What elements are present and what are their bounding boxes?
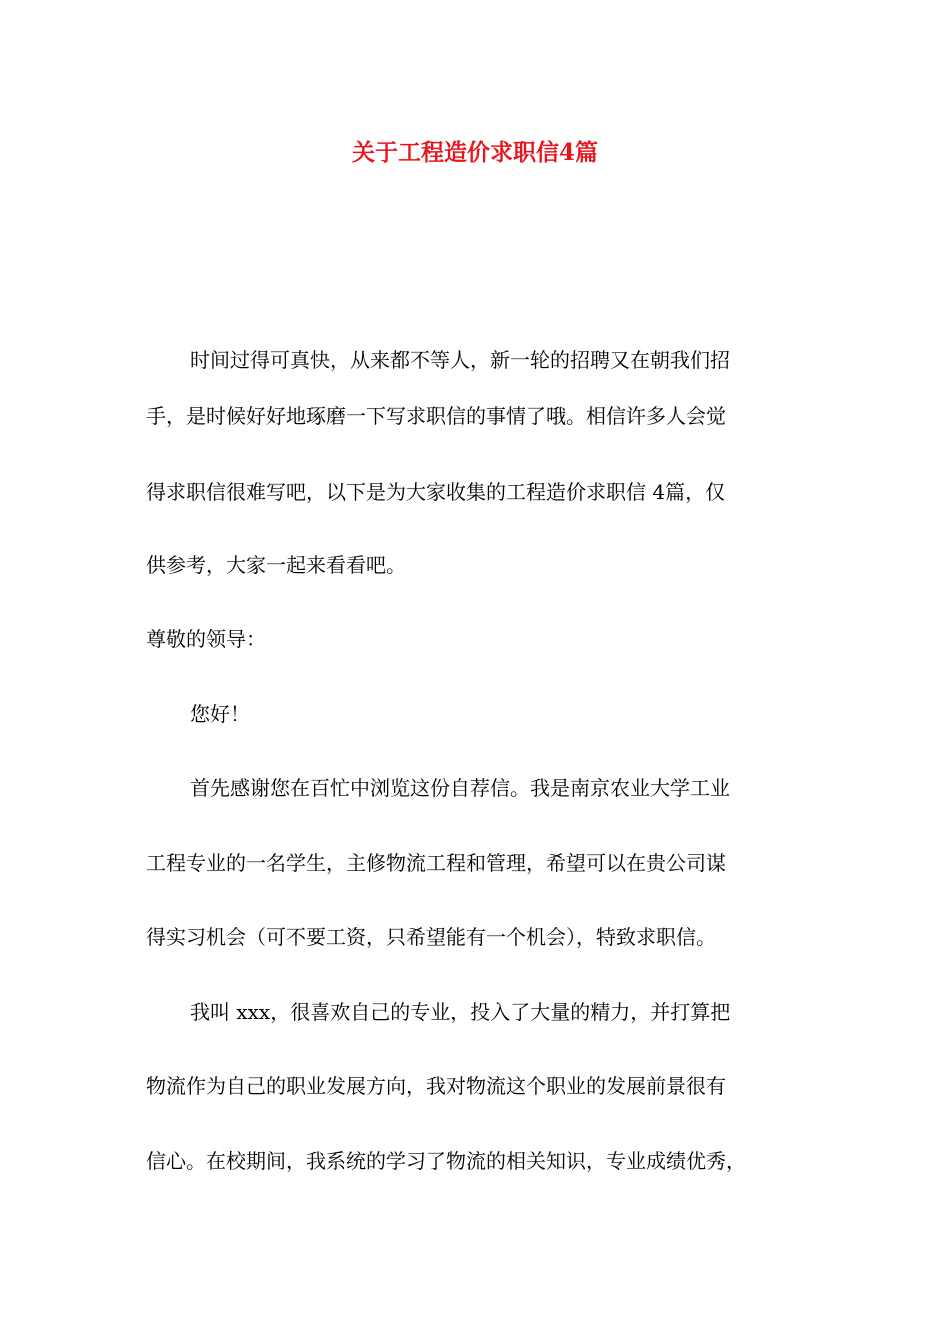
paragraph-line: 信心。在校期间，我系统的学习了物流的相关知识，专业成绩优秀， <box>146 1149 746 1173</box>
document-title: 关于工程造价求职信4篇 <box>351 139 598 166</box>
paragraph-line: 时间过得可真快，从来都不等人，新一轮的招聘又在朝我们招 <box>190 348 730 372</box>
paragraph-line: 我叫 xxx，很喜欢自己的专业，投入了大量的精力，并打算把 <box>190 1000 731 1024</box>
greeting: 您好！ <box>190 702 250 726</box>
paragraph-line: 首先感谢您在百忙中浏览这份自荐信。我是南京农业大学工业 <box>190 776 730 800</box>
salutation: 尊敬的领导： <box>146 627 266 651</box>
paragraph-line: 物流作为自己的职业发展方向，我对物流这个职业的发展前景很有 <box>146 1074 726 1098</box>
paragraph-line: 供参考，大家一起来看看吧。 <box>146 553 406 577</box>
paragraph-line: 手，是时候好好地琢磨一下写求职信的事情了哦。相信许多人会觉 <box>146 404 726 428</box>
paragraph-line: 得求职信很难写吧，以下是为大家收集的工程造价求职信 4篇，仅 <box>146 480 726 504</box>
paragraph-line: 工程专业的一名学生，主修物流工程和管理，希望可以在贵公司谋 <box>146 851 726 875</box>
paragraph-line: 得实习机会（可不要工资，只希望能有一个机会），特致求职信。 <box>146 925 716 949</box>
